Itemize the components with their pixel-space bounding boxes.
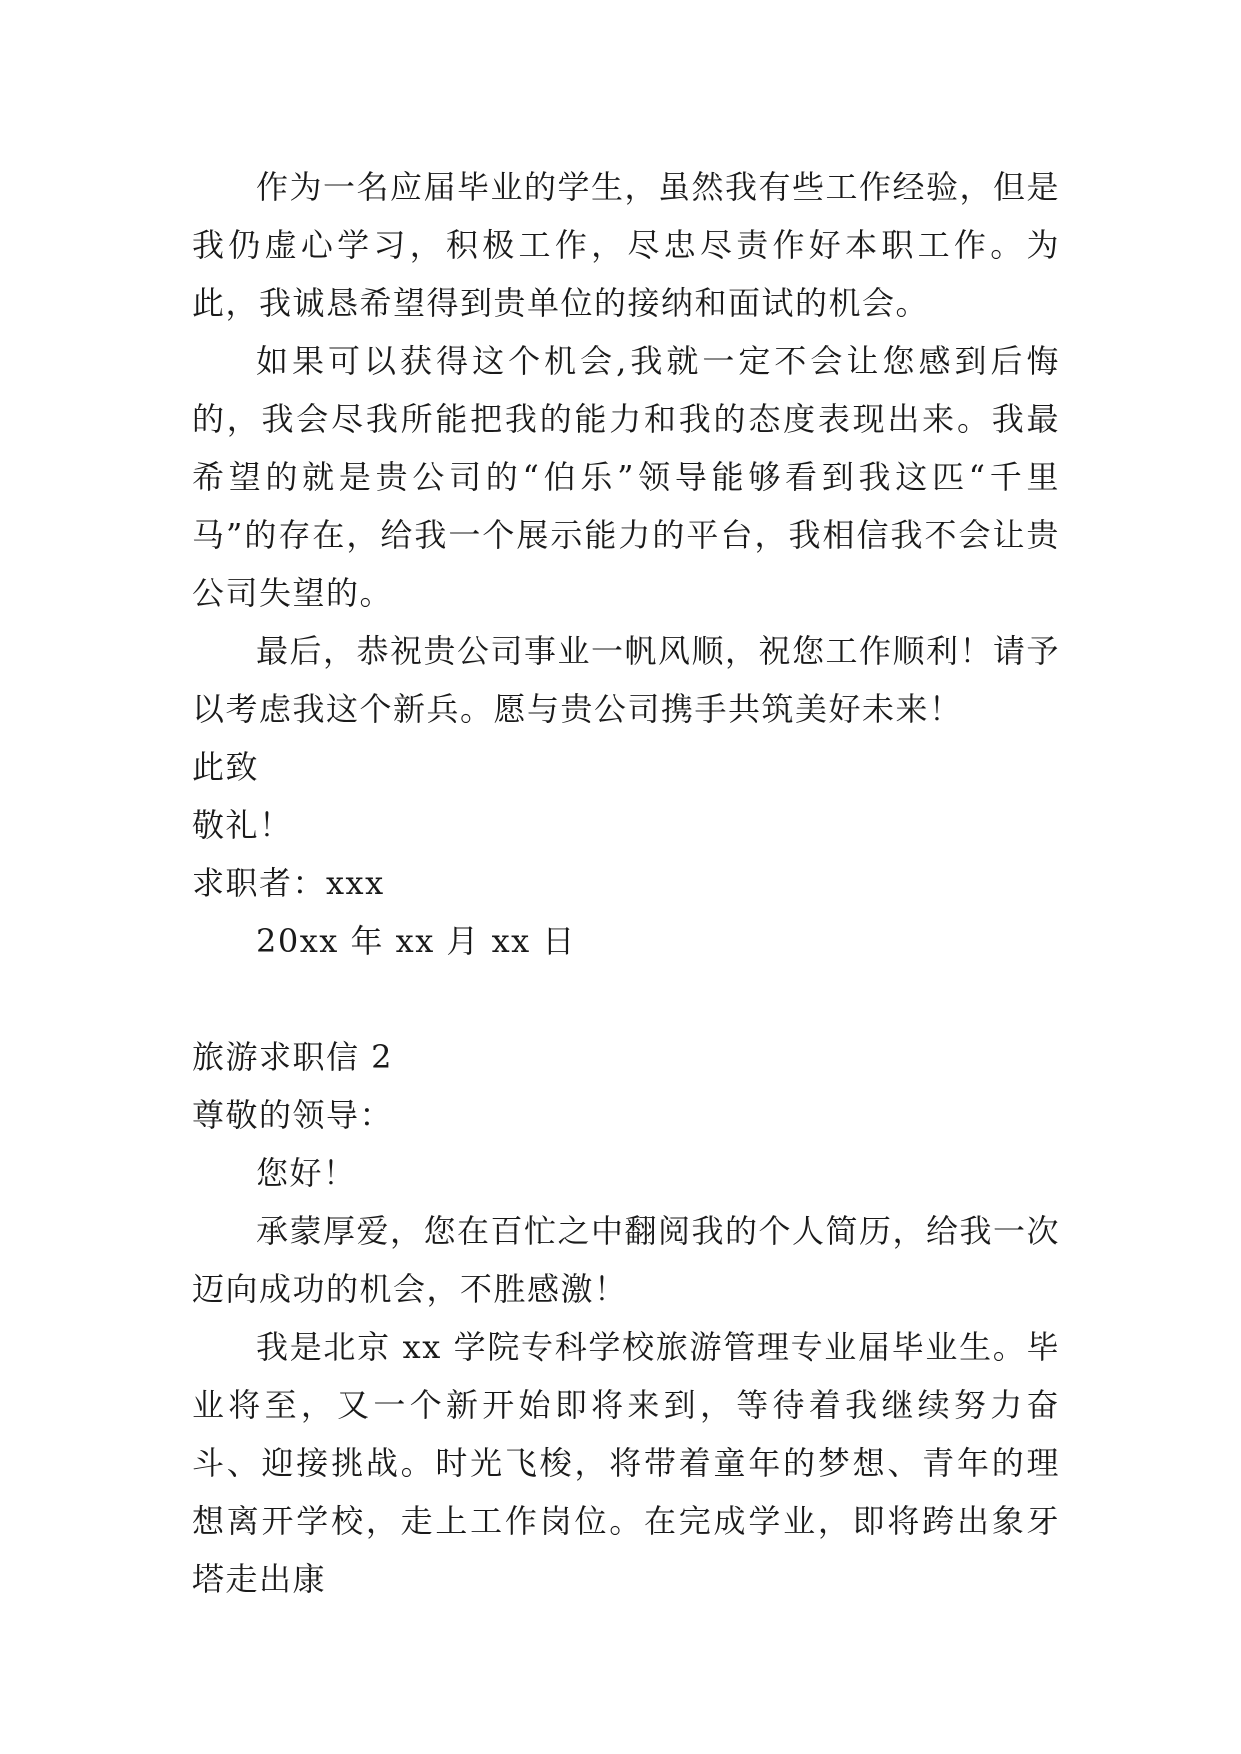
- letter1-paragraph-1: 作为一名应届毕业的学生，虽然我有些工作经验，但是我仍虚心学习，积极工作，尽忠尽责作好本职工作。为此，我诚恳希望得到贵单位的接纳和面试的机会。: [192, 168, 1061, 322]
- document-body: [192, 158, 1060, 1608]
- letter2-paragraph-2: 我是北京 xx 学院专科学校旅游管理专业届毕业生。毕业将至，又一个新开始即将来到，等待着我继续努力奋斗、迎接挑战。时光飞梭，将带着童年的梦想、青年的理想离开学校，走上工作岗位。在完成学业，即将跨出象牙塔走出康: [192, 1328, 1060, 1598]
- closing-line-1: 此致: [192, 748, 260, 786]
- letter2-paragraph-1: 承蒙厚爱，您在百忙之中翻阅我的个人简历，给我一次迈向成功的机会，不胜感激！: [192, 1212, 1061, 1308]
- section-gap: [192, 970, 1060, 1028]
- date-line: 20xx 年 xx 月 xx 日: [256, 922, 576, 960]
- closing-line-2: 敬礼！: [192, 806, 293, 844]
- letter2-salutation: 尊敬的领导：: [192, 1096, 394, 1134]
- signature-line: 求职者：xxx: [192, 864, 385, 902]
- letter1-paragraph-2: 如果可以获得这个机会,我就一定不会让您感到后悔的，我会尽我所能把我的能力和我的态度表现出来。我最希望的就是贵公司的“伯乐”领导能够看到我这匹“千里马”的存在，给我一个展示能力的平台，我相信我不会让贵公司失望的。: [192, 342, 1060, 612]
- letter2-title: 旅游求职信 2: [192, 1038, 394, 1076]
- letter2-greeting: 您好！: [256, 1154, 357, 1192]
- letter1-paragraph-3: 最后，恭祝贵公司事业一帆风顺，祝您工作顺利！请予以考虑我这个新兵。愿与贵公司携手共筑美好未来！: [192, 632, 1061, 728]
